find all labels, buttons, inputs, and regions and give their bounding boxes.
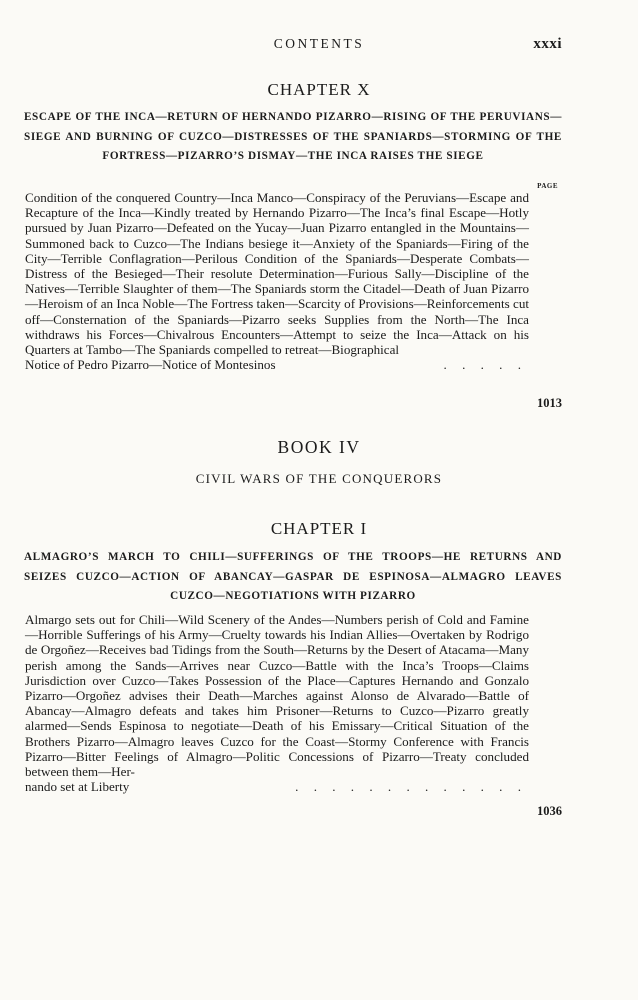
chapter-i-entry [25,612,529,794]
book-iv-subtitle: CIVIL WARS OF THE CONQUERORS [195,471,443,486]
chapter-x-heading: CHAPTER X [267,80,371,99]
chapter-i-leader-dots: . . . . . . . . . . . . . [295,779,527,795]
chapter-i-entry-last-line [25,779,529,794]
chapter-x-entry-last-line [25,357,529,372]
chapter-i-summary: ALMAGRO’S MARCH TO CHILI—SUFFERINGS OF THE TROOPS—HE RETURNS AND SEIZES CUZCO—ACTION OF ABANCAY—GASPAR DE ESPINOSA—ALMAGRO LEAVES CUZCO—NEGOTIATIONS WITH PIZARRO [24,551,562,602]
chapter-i-heading: CHAPTER I [270,519,368,538]
chapter-x-entry-text: Condition of the conquered Country—Inca Manco—Conspiracy of the Peruvians—Escape and Recapture of the Inca—Kindly treated by Hernando Pizarro—The Inca’s final Escape—Hotly pursued by Juan Pizarro—Defeated on the Yucay—Juan Pizarro entangled in the Mountains—Summoned back to Cuzco—The Indians besiege it—Anxiety of the Spaniards—Firing of the City—Terrible Conflagration—Perilous Condition of the Spaniards—Desperate Combats—Distress of the Besieged—Their resolute Determination—Furious Sally—Discipline of the Natives—Terrible Slaughter of them—The Spaniards storm the Citadel—Death of Juan Pizarro—Heroism of an Inca Noble—The Fortress taken—Scarcity of Provisions—Reinforcements cut off—Consternation of the Spaniards—Pizarro seeks Supplies from the North—The Inca withdraws his Forces—Chivalrous Encounters—Attempt to seize the Inca—Attack on his Quarters at Tambo—The Spaniards compelled to retreat—Biographical [25,190,529,358]
book-iv-heading: BOOK IV [277,437,361,457]
chapter-i-entry-last-text: nando set at Liberty [25,779,130,795]
chapter-x-summary: ESCAPE OF THE INCA—RETURN OF HERNANDO PIZARRO—RISING OF THE PERUVIANS—SIEGE AND BURNING OF CUZCO—DISTRESSES OF THE SPANIARDS—STORMING OF THE FORTRESS—PIZARRO’S DISMAY—THE INCA RAISES THE SIEGE [24,111,562,162]
page-column-label: PAGE [537,182,558,190]
chapter-i-entry-text: Almargo sets out for Chili—Wild Scenery of the Andes—Numbers perish of Cold and Famine—Horrible Sufferings of his Army—Cruelty towards his Indian Allies—Overtaken by Rodrigo de Orgoñez—Receives bad Tidings from the South—Returns by the Desert of Atacama—Many perish among the Sands—Arrives near Cuzco—Battle with the Inca’s Troops—Claims Jurisdiction over Cuzco—Takes Possession of the Place—Captures Hernando and Gonzalo Pizarro—Orgoñez advises their Death—Marches against Alonso de Alvarado—Battle of Abancay—Almagro defeats and takes him Prisoner—Returns to Cuzco—Pizarro greatly alarmed—Sends Espinosa to negotiate—Death of his Emissary—Critical Situation of the Brothers Pizarro—Almagro leaves Cuzco for the Coast—Stormy Conference with Francis Pizarro—Bitter Feelings of Almagro—Politic Concessions of Pizarro—Treaty concluded between them—Her- [25,612,529,780]
chapter-x-entry [25,190,529,372]
chapter-x-leader-dots: . . . . . [443,357,527,373]
running-head-title: CONTENTS [273,36,365,51]
running-head [0,36,638,54]
chapter-x-entry-last-text: Notice of Pedro Pizarro—Notice of Montesinos [25,357,276,373]
chapter-i-page-number: 1036 [537,804,562,818]
running-head-page-number: xxxi [533,36,562,52]
chapter-x-page-number: 1013 [537,396,562,410]
